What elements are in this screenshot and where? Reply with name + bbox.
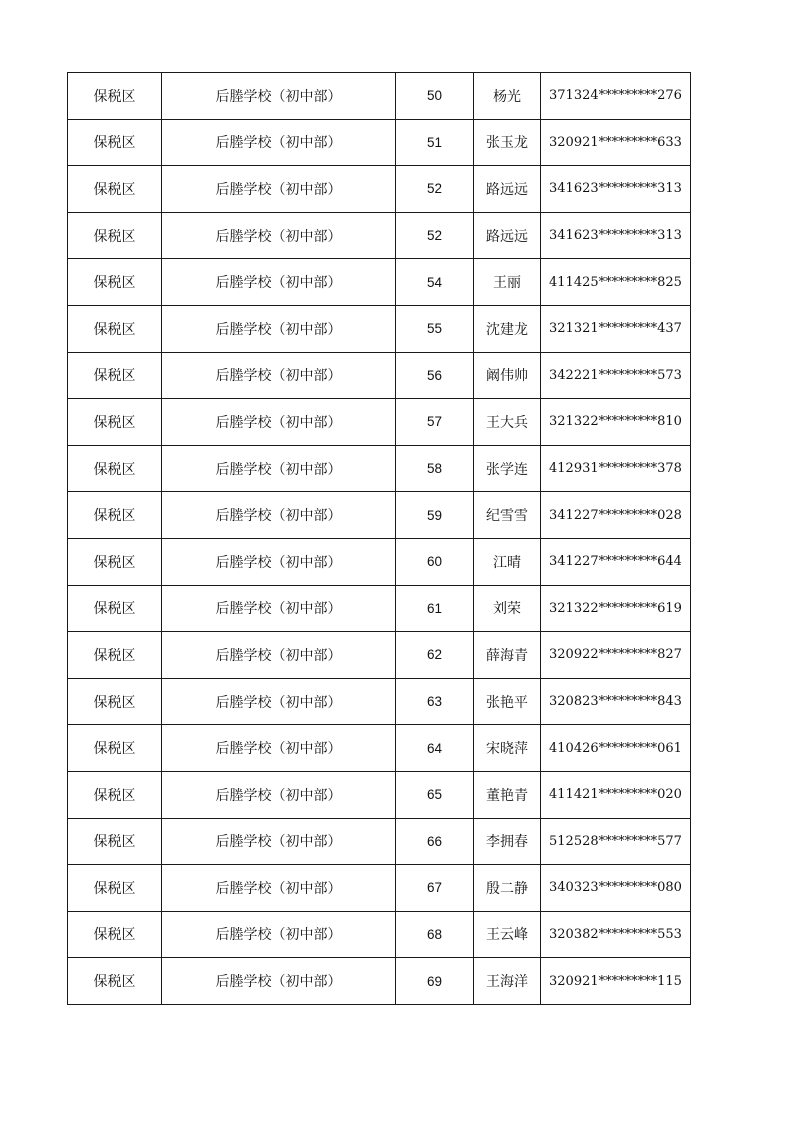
table-row [68,818,691,865]
school-cell: 后塍学校（初中部） [162,73,396,120]
district-cell: 保税区 [68,166,162,213]
table-row [68,865,691,912]
school-cell: 后塍学校（初中部） [162,212,396,259]
district-cell: 保税区 [68,119,162,166]
number-cell: 63 [396,678,474,725]
table-row [68,492,691,539]
person-name-cell: 王云峰 [474,911,541,958]
number-cell: 58 [396,445,474,492]
person-name-cell: 王大兵 [474,399,541,446]
id-number-cell: 341227*********644 [541,538,691,585]
school-cell: 后塍学校（初中部） [162,632,396,679]
number-cell: 59 [396,492,474,539]
school-cell: 后塍学校（初中部） [162,399,396,446]
school-cell: 后塍学校（初中部） [162,911,396,958]
id-number-cell: 371324*********276 [541,73,691,120]
district-cell: 保税区 [68,399,162,446]
person-name-cell: 杨光 [474,73,541,120]
table-row [68,725,691,772]
table-row [68,305,691,352]
district-cell: 保税区 [68,911,162,958]
number-cell: 64 [396,725,474,772]
person-name-cell: 江晴 [474,538,541,585]
school-cell: 后塍学校（初中部） [162,305,396,352]
school-cell: 后塍学校（初中部） [162,538,396,585]
person-name-cell: 李拥春 [474,818,541,865]
person-name-cell: 董艳青 [474,771,541,818]
table-row [68,911,691,958]
district-cell: 保税区 [68,305,162,352]
id-number-cell: 340323*********080 [541,865,691,912]
district-cell: 保税区 [68,632,162,679]
number-cell: 68 [396,911,474,958]
district-cell: 保税区 [68,73,162,120]
id-number-cell: 320922*********827 [541,632,691,679]
id-number-cell: 410426*********061 [541,725,691,772]
id-number-cell: 321322*********619 [541,585,691,632]
id-number-cell: 411425*********825 [541,259,691,306]
number-cell: 67 [396,865,474,912]
table-row [68,212,691,259]
table-row [68,73,691,120]
table-row [68,166,691,213]
table-row [68,399,691,446]
district-cell: 保税区 [68,492,162,539]
number-cell: 62 [396,632,474,679]
id-number-cell: 320382*********553 [541,911,691,958]
district-cell: 保税区 [68,352,162,399]
roster-table-body [68,73,691,1005]
id-number-cell: 321322*********810 [541,399,691,446]
district-cell: 保税区 [68,585,162,632]
id-number-cell: 320921*********115 [541,958,691,1005]
table-row [68,119,691,166]
id-number-cell: 341227*********028 [541,492,691,539]
id-number-cell: 341623*********313 [541,166,691,213]
person-name-cell: 殷二静 [474,865,541,912]
number-cell: 66 [396,818,474,865]
table-row [68,678,691,725]
school-cell: 后塍学校（初中部） [162,259,396,306]
district-cell: 保税区 [68,818,162,865]
id-number-cell: 320823*********843 [541,678,691,725]
person-name-cell: 王丽 [474,259,541,306]
number-cell: 54 [396,259,474,306]
id-number-cell: 342221*********573 [541,352,691,399]
id-number-cell: 321321*********437 [541,305,691,352]
number-cell: 50 [396,73,474,120]
district-cell: 保税区 [68,865,162,912]
school-cell: 后塍学校（初中部） [162,445,396,492]
person-name-cell: 宋晓萍 [474,725,541,772]
district-cell: 保税区 [68,212,162,259]
district-cell: 保税区 [68,958,162,1005]
person-name-cell: 薛海青 [474,632,541,679]
table-row [68,632,691,679]
table-row [68,585,691,632]
number-cell: 52 [396,212,474,259]
person-name-cell: 刘荣 [474,585,541,632]
table-row [68,771,691,818]
person-name-cell: 路远远 [474,166,541,213]
school-cell: 后塍学校（初中部） [162,725,396,772]
number-cell: 65 [396,771,474,818]
number-cell: 56 [396,352,474,399]
person-name-cell: 沈建龙 [474,305,541,352]
school-cell: 后塍学校（初中部） [162,166,396,213]
number-cell: 55 [396,305,474,352]
district-cell: 保税区 [68,538,162,585]
table-row [68,538,691,585]
number-cell: 60 [396,538,474,585]
id-number-cell: 320921*********633 [541,119,691,166]
district-cell: 保税区 [68,771,162,818]
school-cell: 后塍学校（初中部） [162,119,396,166]
district-cell: 保税区 [68,259,162,306]
person-name-cell: 张艳平 [474,678,541,725]
person-name-cell: 王海洋 [474,958,541,1005]
person-name-cell: 纪雪雪 [474,492,541,539]
number-cell: 52 [396,166,474,213]
number-cell: 51 [396,119,474,166]
number-cell: 61 [396,585,474,632]
district-cell: 保税区 [68,678,162,725]
table-row [68,958,691,1005]
school-cell: 后塍学校（初中部） [162,771,396,818]
school-cell: 后塍学校（初中部） [162,352,396,399]
school-cell: 后塍学校（初中部） [162,678,396,725]
table-row [68,445,691,492]
district-cell: 保税区 [68,445,162,492]
number-cell: 69 [396,958,474,1005]
id-number-cell: 341623*********313 [541,212,691,259]
number-cell: 57 [396,399,474,446]
roster-table [67,72,691,1005]
school-cell: 后塍学校（初中部） [162,958,396,1005]
table-row [68,259,691,306]
school-cell: 后塍学校（初中部） [162,865,396,912]
id-number-cell: 411421*********020 [541,771,691,818]
id-number-cell: 512528*********577 [541,818,691,865]
school-cell: 后塍学校（初中部） [162,818,396,865]
person-name-cell: 路远远 [474,212,541,259]
person-name-cell: 张玉龙 [474,119,541,166]
school-cell: 后塍学校（初中部） [162,492,396,539]
id-number-cell: 412931*********378 [541,445,691,492]
district-cell: 保税区 [68,725,162,772]
school-cell: 后塍学校（初中部） [162,585,396,632]
person-name-cell: 阚伟帅 [474,352,541,399]
person-name-cell: 张学连 [474,445,541,492]
table-row [68,352,691,399]
